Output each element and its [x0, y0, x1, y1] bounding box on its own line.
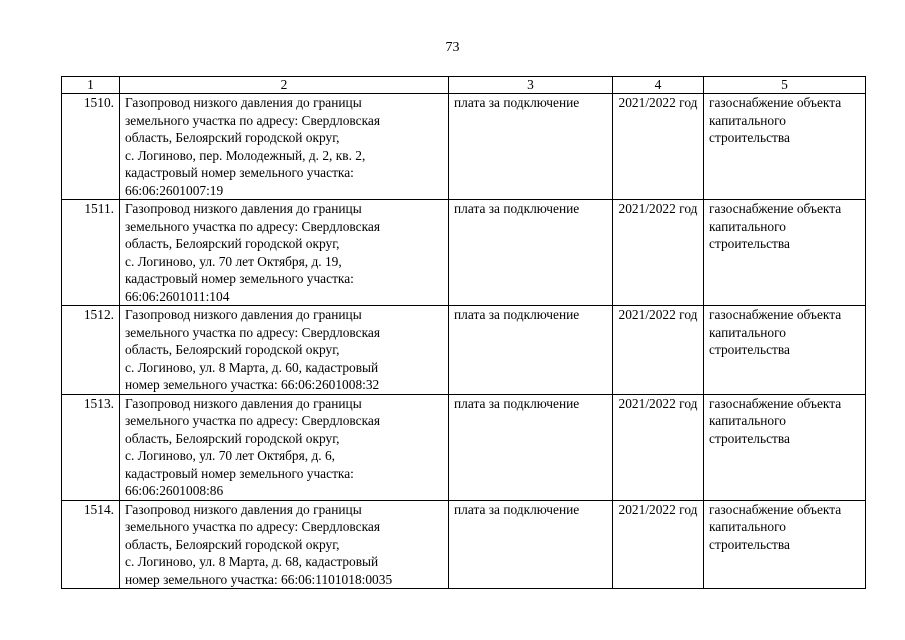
- row-number-cell: 1512.: [62, 306, 120, 395]
- column-header-1: 1: [62, 77, 120, 94]
- payment-type-cell: плата за подключение: [449, 94, 613, 200]
- table-row: [62, 94, 866, 200]
- column-header-4: 4: [613, 77, 704, 94]
- description-cell: [120, 94, 449, 200]
- description-line: с. Логиново, ул. 8 Марта, д. 68, кадастровый: [125, 554, 379, 569]
- description-line: земельного участка по адресу: Свердловская: [125, 413, 380, 428]
- description-cell: [120, 306, 449, 395]
- purpose-cell: газоснабжение объекта капитального строительства: [704, 200, 866, 306]
- period-cell: 2021/2022 год: [613, 306, 704, 395]
- description-line: номер земельного участка: 66:06:1101018:0035: [125, 571, 393, 587]
- description-line: земельного участка по адресу: Свердловская: [125, 112, 380, 128]
- column-header-2: 2: [120, 77, 449, 94]
- column-number-row: [62, 77, 866, 94]
- column-header-3: 3: [449, 77, 613, 94]
- description-line: с. Логиново, ул. 8 Марта, д. 60, кадастровый: [125, 359, 379, 375]
- period-cell: 2021/2022 год: [613, 500, 704, 589]
- row-number-cell: 1511.: [62, 200, 120, 306]
- payment-type-cell: плата за подключение: [449, 394, 613, 500]
- table-row: [62, 306, 866, 395]
- table-row: [62, 500, 866, 589]
- description-line: область, Белоярский городской округ,: [125, 236, 340, 251]
- description-line: Газопровод низкого давления до границы: [125, 307, 362, 322]
- payment-type-cell: плата за подключение: [449, 200, 613, 306]
- description-cell: [120, 394, 449, 500]
- row-number-cell: 1513.: [62, 394, 120, 500]
- description-line: кадастровый номер земельного участка:: [125, 165, 354, 180]
- description-line: область, Белоярский городской округ,: [125, 536, 340, 552]
- description-line: земельного участка по адресу: Свердловская: [125, 218, 380, 234]
- description-line: Газопровод низкого давления до границы: [125, 95, 362, 110]
- row-number-cell: 1514.: [62, 500, 120, 589]
- description-line: земельного участка по адресу: Свердловская: [125, 324, 380, 340]
- description-line: 66:06:2601007:19: [125, 182, 224, 198]
- description-line: кадастровый номер земельного участка:: [125, 271, 354, 286]
- description-cell: [120, 500, 449, 589]
- column-header-5: 5: [704, 77, 866, 94]
- description-line: область, Белоярский городской округ,: [125, 130, 340, 145]
- period-cell: 2021/2022 год: [613, 394, 704, 500]
- description-line: с. Логиново, ул. 70 лет Октября, д. 6,: [125, 448, 336, 463]
- description-line: область, Белоярский городской округ,: [125, 342, 340, 357]
- row-number-cell: 1510.: [62, 94, 120, 200]
- purpose-cell: газоснабжение объекта капитального строительства: [704, 500, 866, 589]
- purpose-cell: газоснабжение объекта капитального строительства: [704, 394, 866, 500]
- table-body: [62, 94, 866, 589]
- purpose-cell: газоснабжение объекта капитального строительства: [704, 94, 866, 200]
- description-line: с. Логиново, пер. Молодежный, д. 2, кв. 2,: [125, 147, 366, 163]
- purpose-cell: газоснабжение объекта капитального строительства: [704, 306, 866, 395]
- description-line: с. Логиново, ул. 70 лет Октября, д. 19,: [125, 253, 342, 269]
- description-line: Газопровод низкого давления до границы: [125, 395, 362, 411]
- description-line: номер земельного участка: 66:06:2601008:32: [125, 377, 380, 392]
- description-line: кадастровый номер земельного участка:: [125, 465, 354, 481]
- page-number: 73: [445, 40, 460, 55]
- period-cell: 2021/2022 год: [613, 200, 704, 306]
- description-line: 66:06:2601008:86: [125, 483, 224, 498]
- payment-type-cell: плата за подключение: [449, 306, 613, 395]
- description-line: земельного участка по адресу: Свердловская: [125, 519, 380, 534]
- payment-type-cell: плата за подключение: [449, 500, 613, 589]
- description-line: Газопровод низкого давления до границы: [125, 201, 362, 216]
- description-line: Газопровод низкого давления до границы: [125, 501, 362, 517]
- table-row: [62, 200, 866, 306]
- description-cell: [120, 200, 449, 306]
- table-row: [62, 394, 866, 500]
- description-line: 66:06:2601011:104: [125, 288, 230, 304]
- period-cell: 2021/2022 год: [613, 94, 704, 200]
- data-table: [61, 76, 866, 589]
- description-line: область, Белоярский городской округ,: [125, 430, 340, 446]
